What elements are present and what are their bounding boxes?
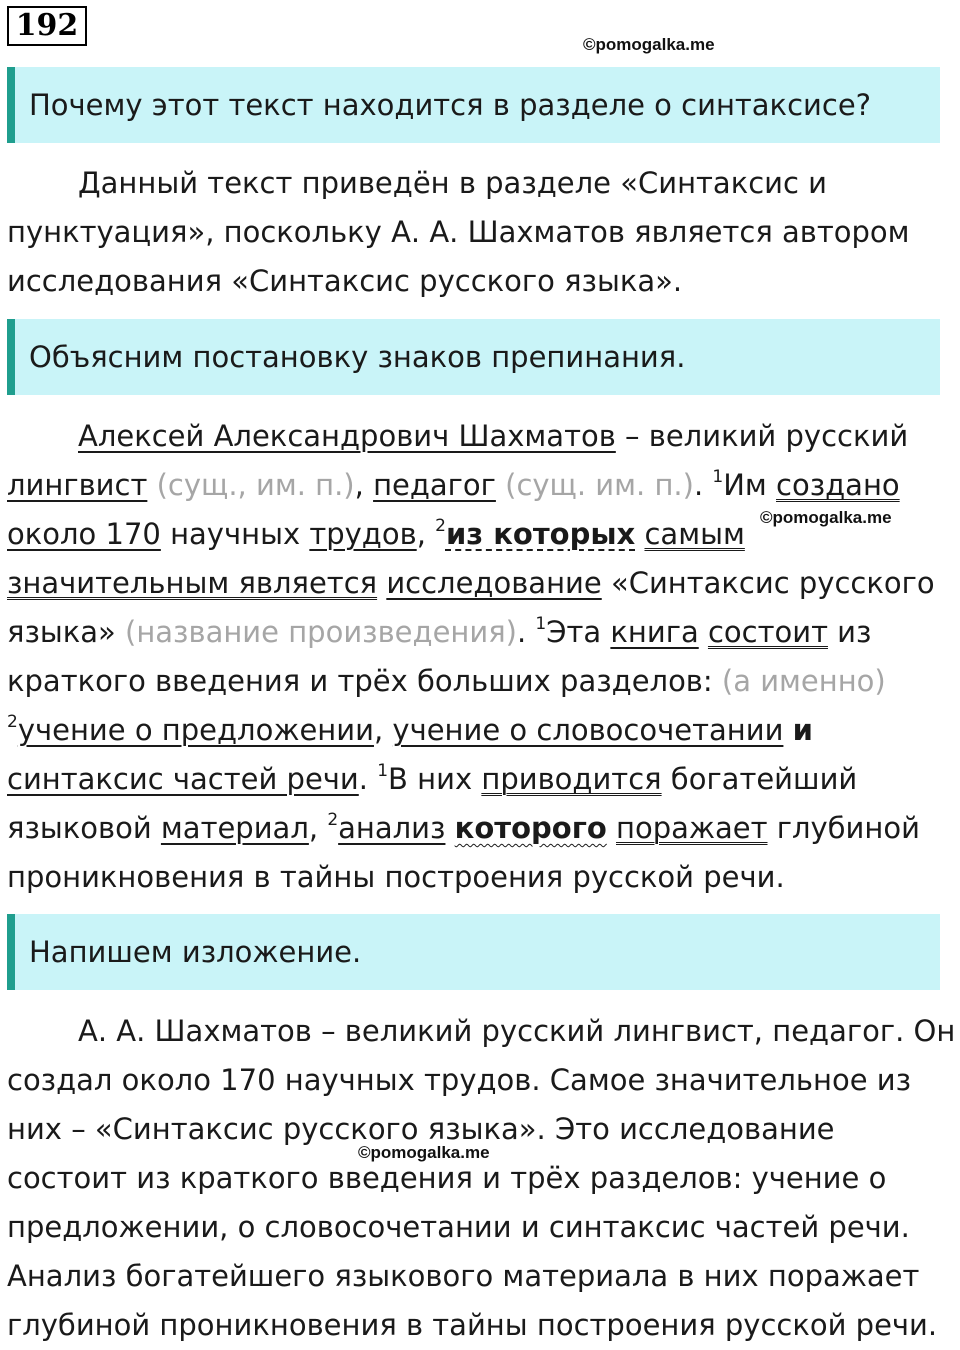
subject: около 170 bbox=[7, 517, 161, 551]
clause-index: 1 bbox=[712, 467, 724, 487]
predicate: состоит bbox=[707, 615, 828, 649]
grammar-note: (название произведения) bbox=[115, 615, 517, 649]
question-heading: Объясним постановку знаков препинания. bbox=[7, 319, 940, 395]
relative-word: из которых bbox=[445, 517, 636, 551]
subject: трудов bbox=[309, 517, 417, 551]
exercise-number: 192 bbox=[7, 6, 87, 46]
clause-index: 2 bbox=[327, 810, 339, 830]
grammar-note: (а именно) bbox=[721, 664, 886, 698]
predicate: приводится bbox=[481, 762, 662, 796]
question-heading: Почему этот текст находится в разделе о синтаксисе? bbox=[7, 67, 940, 143]
clause-index: 1 bbox=[377, 761, 389, 781]
question-heading: Напишем изложение. bbox=[7, 914, 940, 990]
subject: учение о предложении bbox=[17, 713, 374, 747]
subject: книга bbox=[610, 615, 699, 649]
subject: синтаксис частей речи bbox=[7, 762, 359, 796]
subject: учение о словосочетании bbox=[392, 713, 784, 747]
predicate: поражает bbox=[616, 811, 768, 845]
conjunction: и bbox=[792, 713, 813, 747]
watermark: ©pomogalka.me bbox=[760, 508, 892, 527]
subject: Алексей Александрович Шахматов bbox=[78, 419, 616, 453]
clause-index: 1 bbox=[535, 614, 547, 634]
appositive: лингвист bbox=[7, 468, 148, 502]
subject: анализ bbox=[338, 811, 446, 845]
relative-word: которого bbox=[454, 811, 607, 845]
answer-paragraph: Данный текст приведён в разделе «Синтаксис и пунктуация», поскольку А. А. Шахматов является автором исследования «Синтаксис русского языка». bbox=[7, 166, 910, 298]
grammar-note: (сущ., им. п.) bbox=[147, 468, 355, 502]
subject: материал bbox=[160, 811, 309, 845]
clause-index: 2 bbox=[435, 516, 446, 536]
summary-paragraph: А. А. Шахматов – великий русский лингвист, педагог. Он создал около 170 научных трудов. Самое значительное из них – «Синтаксис русского языка». Это исследование состоит из краткого введения и трёх разделов: учение о предложении, о словосочетании и синтаксис частей речи. Анализ богатейшего языкового материала в них поражает глубиной проникновения в тайны построения русской речи. bbox=[7, 1014, 956, 1342]
predicate: создано bbox=[776, 468, 900, 502]
watermark: ©pomogalka.me bbox=[583, 35, 715, 54]
analysis-paragraph: Алексей Александрович Шахматов – великий русский лингвист (сущ., им. п.), педагог (сущ. им. п.). $^1$Им создано около 170 научных трудов, $^2$из которых самым значительным является исследование «Синтаксис русского языка» (название произведения). $^1$Эта книга состоит из краткого введения и трёх больших разделов: (а именно) $^2$учение о предложении, учение о словосочетании и синтаксис частей речи. $^1$В них приводится богатейший языковой материал, $^2$анализ которого поражает глубиной проникновения в тайны построения русской речи. bbox=[7, 419, 935, 894]
predicate: самым значительным является bbox=[7, 517, 745, 600]
grammar-note: (сущ. им. п.) bbox=[495, 468, 694, 502]
subject: исследование bbox=[386, 566, 602, 600]
clause-index: 2 bbox=[7, 712, 18, 732]
watermark: ©pomogalka.me bbox=[358, 1143, 490, 1162]
appositive: педагог bbox=[373, 468, 496, 502]
